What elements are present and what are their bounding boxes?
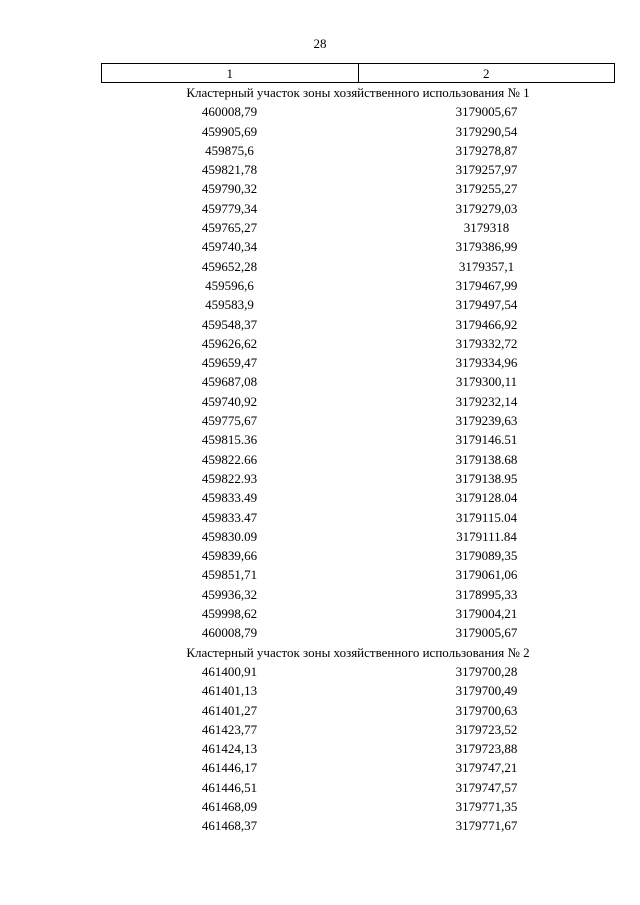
coordinate-x-cell: 460008,79 xyxy=(201,625,258,641)
coordinate-x-cell: 461468,09 xyxy=(201,798,258,814)
coordinate-x-cell: 459833.47 xyxy=(201,509,258,525)
table-row xyxy=(101,623,615,642)
coordinate-x-cell: 459779,34 xyxy=(201,200,258,216)
coordinate-x-cell: 459936,32 xyxy=(201,586,258,602)
coordinate-x-cell: 459659,47 xyxy=(201,355,258,371)
coordinate-x-cell: 461446,51 xyxy=(201,779,258,795)
table-row xyxy=(101,315,615,334)
table-row xyxy=(101,778,615,797)
coordinate-y-cell: 3179723,52 xyxy=(455,721,518,737)
coordinate-x-cell: 459583,9 xyxy=(205,297,254,313)
column-header-1: 1 xyxy=(226,66,233,81)
coordinate-y-cell: 3179300,11 xyxy=(455,374,518,390)
table-row xyxy=(101,160,615,179)
table-row xyxy=(101,720,615,739)
coordinate-y-cell: 3179128.04 xyxy=(455,490,518,506)
coordinate-y-cell: 3179255,27 xyxy=(455,181,518,197)
coordinate-x-cell: 459626,62 xyxy=(201,335,258,351)
coordinate-y-cell: 3179386,99 xyxy=(455,239,518,255)
coordinate-x-cell: 459833.49 xyxy=(201,490,258,506)
coordinate-y-cell: 3179111.84 xyxy=(456,528,517,544)
coordinate-y-cell: 3179357,1 xyxy=(458,258,515,274)
coordinate-x-cell: 459765,27 xyxy=(201,220,258,236)
coordinate-x-cell: 461400,91 xyxy=(201,663,258,679)
coordinate-y-cell: 3179061,06 xyxy=(455,567,518,583)
coordinate-x-cell: 459822.93 xyxy=(201,470,258,486)
column-header-2: 2 xyxy=(358,64,615,82)
coordinate-y-cell: 3179146.51 xyxy=(455,432,518,448)
coordinate-y-cell: 3179723,88 xyxy=(455,741,518,757)
table-row xyxy=(101,739,615,758)
coordinate-x-cell: 459548,37 xyxy=(201,316,258,332)
section-title: Кластерный участок зоны хозяйственного использования № 1 xyxy=(186,85,530,100)
coordinate-x-cell: 459740,92 xyxy=(201,393,258,409)
table-row xyxy=(101,508,615,527)
coordinate-x-cell: 459815.36 xyxy=(201,432,258,448)
table-row xyxy=(101,276,615,295)
coordinate-x-cell: 459687,08 xyxy=(201,374,258,390)
coordinate-y-cell: 3179747,57 xyxy=(455,779,518,795)
coordinate-x-cell: 459998,62 xyxy=(201,606,258,622)
table-row xyxy=(101,701,615,720)
table-row xyxy=(101,334,615,353)
table-row xyxy=(101,758,615,777)
table-row xyxy=(101,411,615,430)
table-row xyxy=(101,295,615,314)
coordinate-y-cell: 3179004,21 xyxy=(455,606,518,622)
table-row xyxy=(101,141,615,160)
table-row xyxy=(101,353,615,372)
coordinate-y-cell: 3179700,49 xyxy=(455,683,518,699)
coordinate-x-cell: 459851,71 xyxy=(201,567,258,583)
coordinate-x-cell: 459652,28 xyxy=(201,258,258,274)
coordinate-y-cell: 3179318 xyxy=(463,220,510,236)
coordinate-y-cell: 3179771,35 xyxy=(455,798,518,814)
coordinate-x-cell: 461401,27 xyxy=(201,702,258,718)
coordinate-y-cell: 3179747,21 xyxy=(455,760,518,776)
coordinate-y-cell: 3179334,96 xyxy=(455,355,518,371)
table-row xyxy=(101,604,615,623)
table-row xyxy=(101,565,615,584)
coordinate-y-cell: 3179005,67 xyxy=(455,625,518,641)
table-header-row xyxy=(101,63,615,83)
coordinate-y-cell: 3179239,63 xyxy=(455,413,518,429)
table-row xyxy=(101,585,615,604)
table-row xyxy=(101,816,615,835)
coordinate-y-cell: 3179138.68 xyxy=(455,451,518,467)
table-body xyxy=(101,83,615,836)
coordinate-x-cell: 461468,37 xyxy=(201,818,258,834)
coordinate-x-cell: 459830.09 xyxy=(201,528,258,544)
coordinate-y-cell: 3179005,67 xyxy=(455,104,518,120)
coordinate-y-cell: 3179466,92 xyxy=(455,316,518,332)
coordinate-y-cell: 3179232,14 xyxy=(455,393,518,409)
coordinate-x-cell: 460008,79 xyxy=(201,104,258,120)
table-row xyxy=(101,122,615,141)
coordinates-table xyxy=(101,63,615,836)
coordinate-y-cell: 3179257,97 xyxy=(455,162,518,178)
table-row xyxy=(101,392,615,411)
table-row xyxy=(101,237,615,256)
coordinate-x-cell: 461401,13 xyxy=(201,683,258,699)
coordinate-x-cell: 459596,6 xyxy=(205,277,254,293)
table-row xyxy=(101,797,615,816)
coordinate-y-cell: 3179278,87 xyxy=(455,142,518,158)
coordinate-y-cell: 3179332,72 xyxy=(455,335,518,351)
table-row xyxy=(101,218,615,237)
coordinate-x-cell: 459821,78 xyxy=(201,162,258,178)
coordinate-x-cell: 459775,67 xyxy=(201,413,258,429)
table-row xyxy=(101,372,615,391)
coordinate-y-cell: 3179497,54 xyxy=(455,297,518,313)
section-title: Кластерный участок зоны хозяйственного использования № 2 xyxy=(186,644,530,660)
table-row xyxy=(101,469,615,488)
coordinate-x-cell: 459905,69 xyxy=(201,123,258,139)
table-row xyxy=(101,527,615,546)
table-row xyxy=(101,102,615,121)
coordinate-x-cell: 459839,66 xyxy=(201,548,258,564)
coordinate-y-cell: 3179089,35 xyxy=(455,548,518,564)
table-row xyxy=(101,199,615,218)
table-row xyxy=(101,450,615,469)
coordinate-x-cell: 459822.66 xyxy=(201,451,258,467)
table-row xyxy=(101,430,615,449)
coordinate-y-cell: 3179115.04 xyxy=(455,509,518,525)
coordinate-y-cell: 3179771,67 xyxy=(455,818,518,834)
table-row xyxy=(101,546,615,565)
coordinate-y-cell: 3179290,54 xyxy=(455,123,518,139)
coordinate-y-cell: 3178995,33 xyxy=(455,586,518,602)
coordinate-y-cell: 3179700,63 xyxy=(455,702,518,718)
coordinate-y-cell: 3179138.95 xyxy=(455,470,518,486)
coordinate-x-cell: 461423,77 xyxy=(201,721,258,737)
coordinate-x-cell: 459875,6 xyxy=(205,142,254,158)
table-row xyxy=(101,681,615,700)
coordinate-x-cell: 459790,32 xyxy=(201,181,258,197)
table-row xyxy=(101,662,615,681)
coordinate-x-cell: 459740,34 xyxy=(201,239,258,255)
table-row xyxy=(101,257,615,276)
coordinate-x-cell: 461446,17 xyxy=(201,760,258,776)
table-row xyxy=(101,488,615,507)
coordinate-y-cell: 3179700,28 xyxy=(455,663,518,679)
coordinate-y-cell: 3179467,99 xyxy=(455,277,518,293)
table-row xyxy=(101,179,615,198)
coordinate-y-cell: 3179279,03 xyxy=(455,200,518,216)
coordinate-x-cell: 461424,13 xyxy=(201,741,258,757)
page-number: 28 xyxy=(313,36,327,51)
